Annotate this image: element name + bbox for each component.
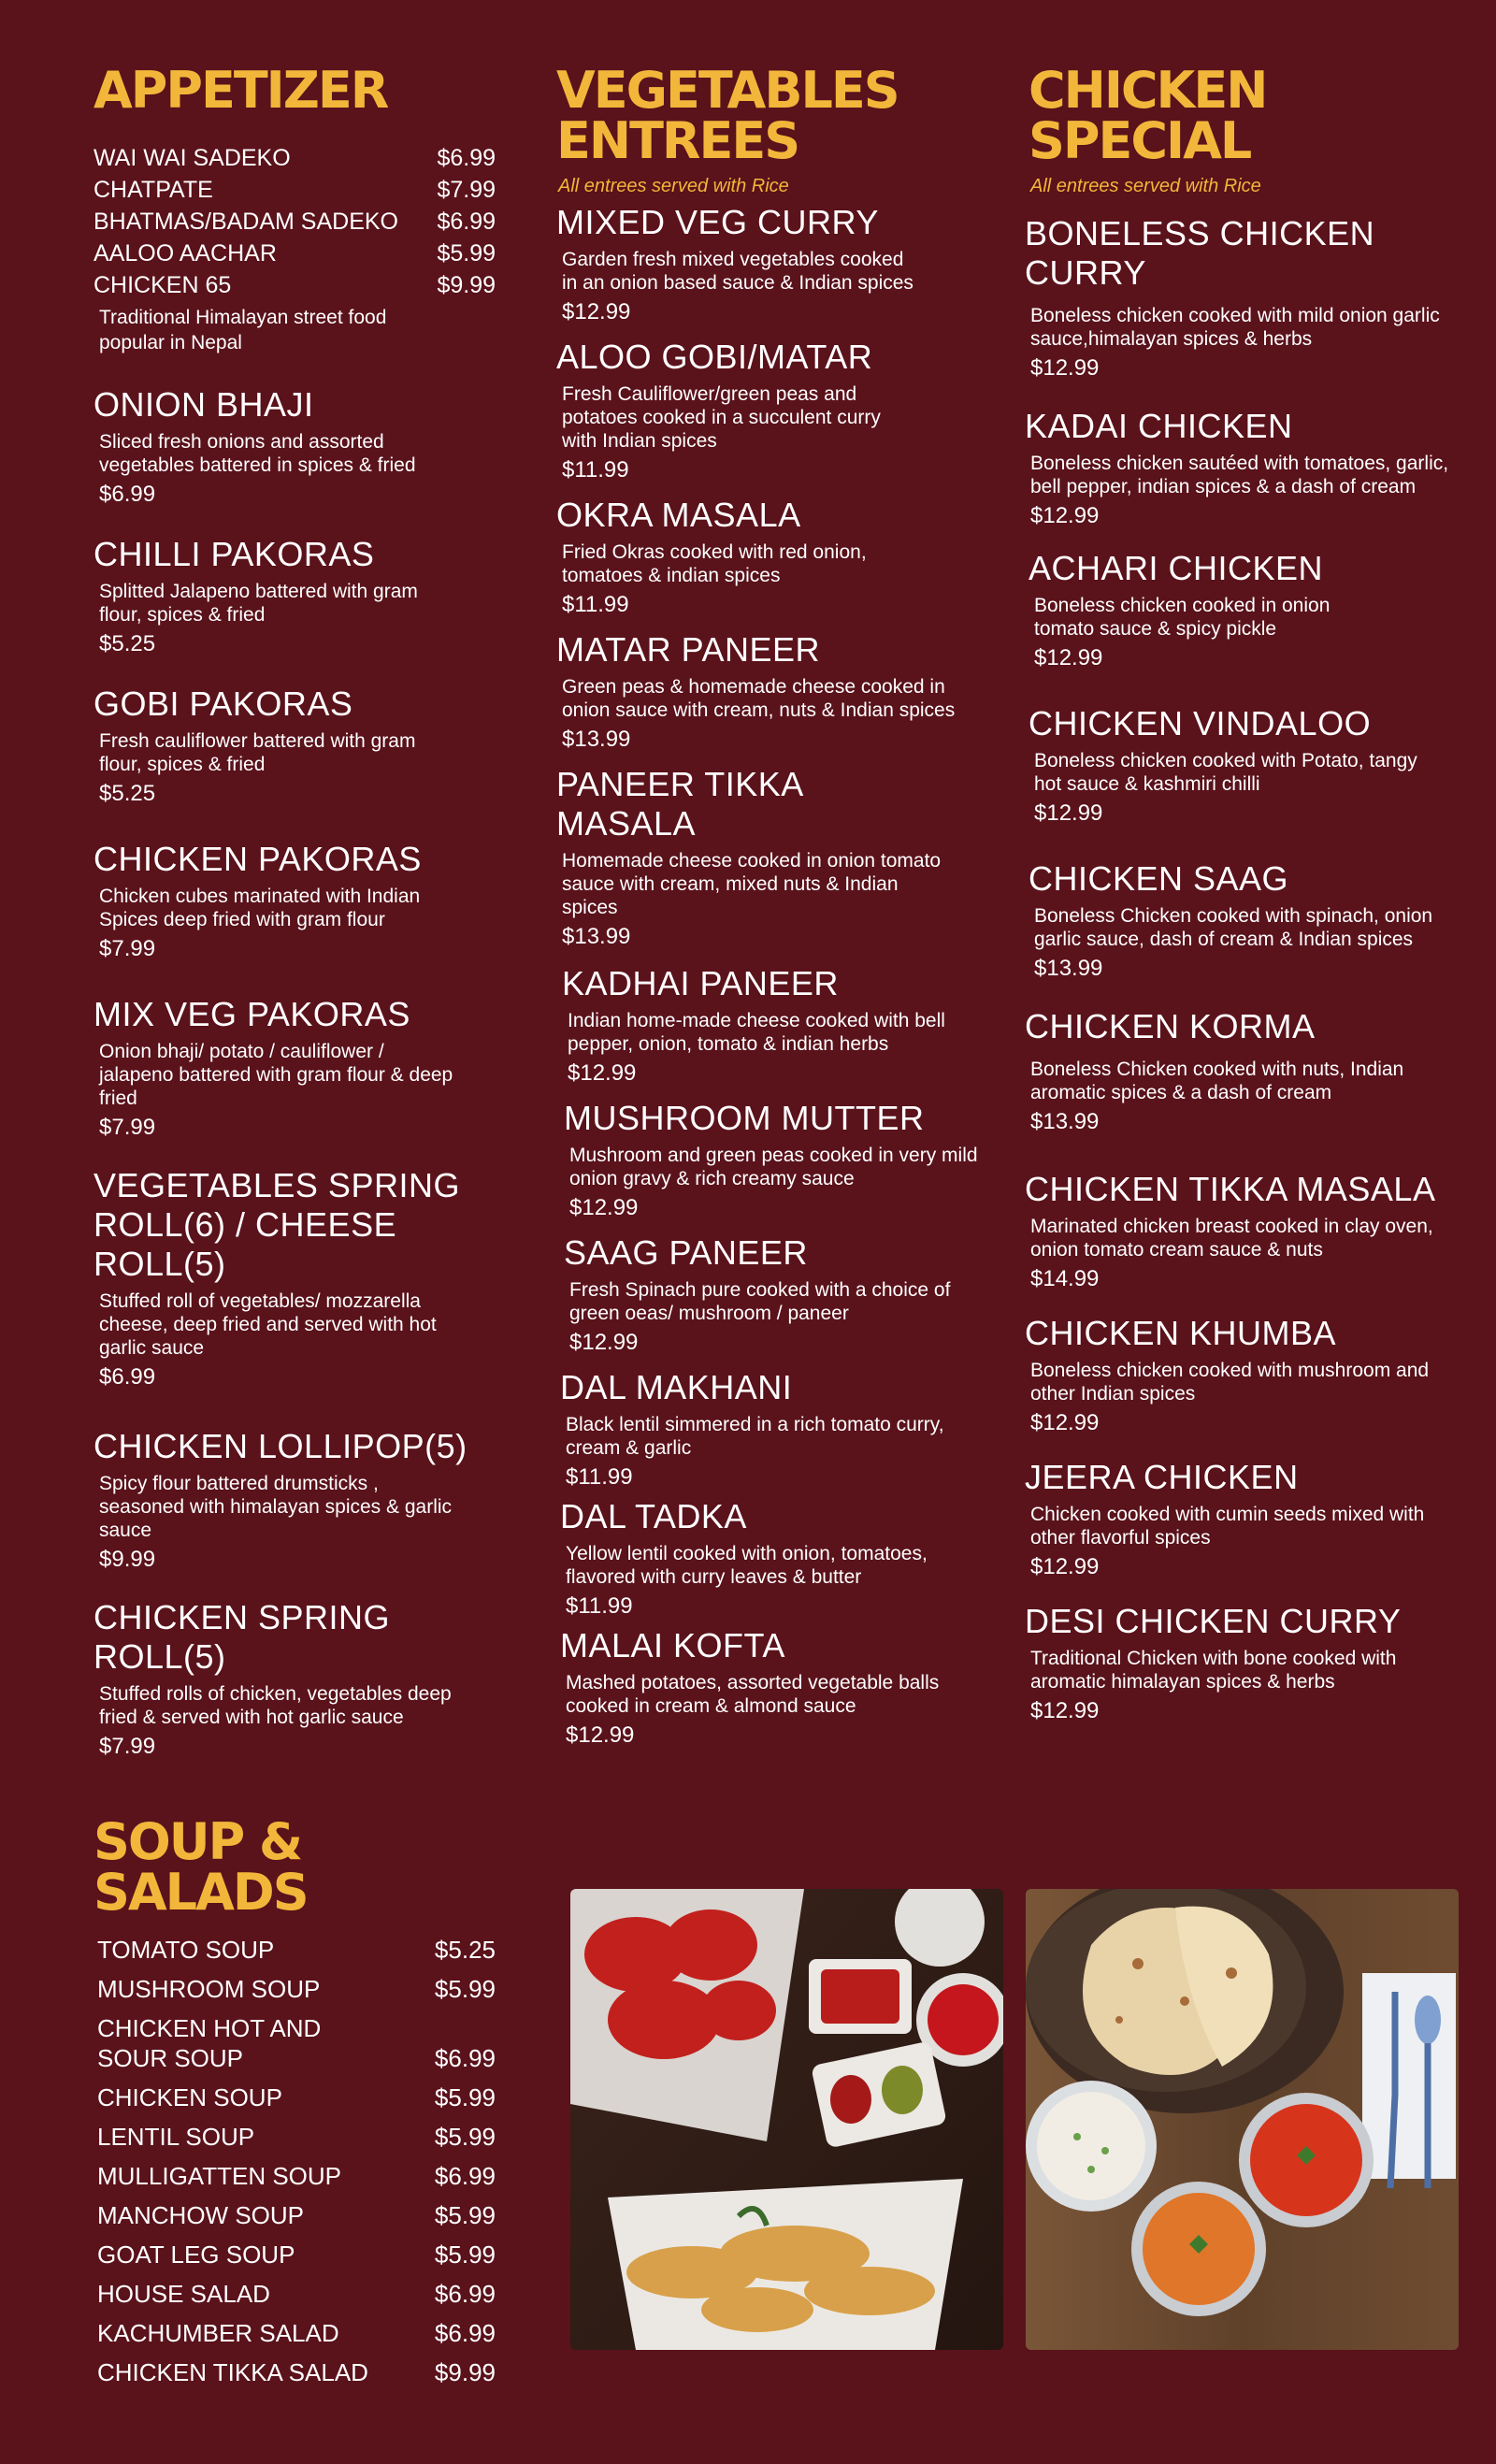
appetizer-list-note: Traditional Himalayan street food popular in Nepal: [99, 307, 387, 353]
menu-item: KADHAI PANEER Indian home-made cheese cooked with bell pepper, onion, tomato & indian herbs $12.99: [562, 964, 945, 1086]
menu-item: SAAG PANEER Fresh Spinach pure cooked with a choice of green oeas/ mushroom / paneer $12.99: [564, 1233, 951, 1355]
menu-item: CHICKEN SAAG Boneless Chicken cooked with spinach, onion garlic sauce, dash of cream & Indian spices $13.99: [1028, 859, 1433, 981]
list-item: AALOO AACHAR $5.99: [94, 240, 496, 267]
list-item: CHATPATE $7.99: [94, 177, 496, 203]
list-item: KACHUMBER SALAD $6.99: [97, 2319, 496, 2347]
menu-item: CHICKEN TIKKA MASALA Marinated chicken breast cooked in clay oven, onion tomato cream sauce & nuts $14.99: [1025, 1170, 1436, 1291]
menu-item: CHICKEN LOLLIPOP(5) Spicy flour battered drumsticks , seasoned with himalayan spices & garlic sauce $9.99: [94, 1427, 468, 1572]
list-item: HOUSE SALAD $6.99: [97, 2280, 496, 2308]
food-photo-appetizers: [570, 1889, 1003, 2350]
menu-item: ACHARI CHICKEN Boneless chicken cooked in onion tomato sauce & spicy pickle $12.99: [1028, 549, 1331, 670]
curry-naan-illustration: [1026, 1889, 1459, 2350]
menu-item: MUSHROOM MUTTER Mushroom and green peas cooked in very mild onion gravy & rich creamy sauce $12.99: [564, 1099, 978, 1220]
appetizer-platter-illustration: [570, 1889, 1003, 2350]
chicken-column: [1025, 61, 1474, 1725]
chicken-title: CHICKEN SPECIAL: [1028, 61, 1267, 170]
menu-item: DAL TADKA Yellow lentil cooked with onion, tomatoes, flavored with curry leaves & butter $11.99: [560, 1497, 928, 1619]
menu-item: CHICKEN KHUMBA Boneless chicken cooked with mushroom and other Indian spices $12.99: [1025, 1314, 1430, 1435]
vegetables-subtitle: All entrees served with Rice: [558, 176, 789, 196]
menu-item: ONION BHAJI Sliced fresh onions and assorted vegetables battered in spices & fried $6.99: [94, 385, 416, 507]
menu-item: MIXED VEG CURRY Garden fresh mixed vegetables cooked in an onion based sauce & Indian spices $12.99: [556, 203, 913, 324]
menu-item: CHICKEN VINDALOO Boneless chicken cooked with Potato, tangy hot sauce & kashmiri chilli $12.99: [1028, 704, 1417, 826]
menu-item: BONELESS CHICKEN CURRY Boneless chicken cooked with mild onion garlic sauce,himalayan spices & herbs $12.99: [1025, 214, 1440, 381]
list-item: BHATMAS/BADAM SADEKO $6.99: [94, 209, 496, 235]
soups-price-list: [94, 1935, 496, 2387]
appetizer-column: [94, 61, 496, 1761]
list-item: MUSHROOM SOUP $5.99: [97, 1975, 496, 2003]
menu-item: KADAI CHICKEN Boneless chicken sautéed with tomatoes, garlic, bell pepper, indian spices & a dash of cream $12.99: [1025, 407, 1449, 528]
list-item: LENTIL SOUP $5.99: [97, 2123, 496, 2151]
list-item: MULLIGATTEN SOUP $6.99: [97, 2162, 496, 2190]
appetizer-price-list: [94, 142, 496, 301]
list-item: GOAT LEG SOUP $5.99: [97, 2241, 496, 2269]
list-item: WAI WAI SADEKO $6.99: [94, 145, 496, 171]
menu-item: MATAR PANEER Green peas & homemade cheese cooked in onion sauce with cream, nuts & Indian spices $13.99: [556, 630, 956, 752]
menu-item: MIX VEG PAKORAS Onion bhaji/ potato / cauliflower / jalapeno battered with gram flour & deep fried $7.99: [94, 995, 453, 1140]
menu-item: ALOO GOBI/MATAR Fresh Cauliflower/green peas and potatoes cooked in a succulent curry with Indian spices $11.99: [556, 338, 881, 483]
list-item: CHICKEN SOUP $5.99: [97, 2083, 496, 2111]
menu-item: CHICKEN PAKORAS Chicken cubes marinated with Indian Spices deep fried with gram flour $7.99: [94, 840, 422, 961]
food-photo-curries: [1026, 1889, 1459, 2350]
menu-item: DESI CHICKEN CURRY Traditional Chicken with bone cooked with aromatic himalayan spices & herbs $12.99: [1025, 1602, 1402, 1723]
chicken-subtitle: All entrees served with Rice: [1030, 176, 1261, 196]
menu-item: DAL MAKHANI Black lentil simmered in a rich tomato curry, cream & garlic $11.99: [560, 1368, 944, 1490]
vegetables-title: VEGETABLES ENTREES: [556, 61, 899, 170]
list-item: TOMATO SOUP $5.25: [97, 1936, 496, 1964]
menu-item: JEERA CHICKEN Chicken cooked with cumin seeds mixed with other flavorful spices $12.99: [1025, 1458, 1425, 1579]
list-item: CHICKEN HOT AND SOUR SOUP $6.99: [97, 2014, 496, 2072]
menu-item: CHILLI PAKORAS Splitted Jalapeno battered with gram flour, spices & fried $5.25: [94, 535, 418, 656]
soups-section: [94, 1812, 496, 2397]
menu-item: PANEER TIKKA MASALA Homemade cheese cooked in onion tomato sauce with cream, mixed nuts & Indian spices $13.99: [556, 765, 942, 949]
soups-title: SOUP & SALADS: [94, 1812, 308, 1922]
vegetables-column: [556, 61, 996, 1750]
menu-item: CHICKEN KORMA Boneless Chicken cooked with nuts, Indian aromatic spices & a dash of cream $13.99: [1025, 1007, 1404, 1134]
menu-item: GOBI PAKORAS Fresh cauliflower battered with gram flour, spices & fried $5.25: [94, 684, 416, 806]
list-item: CHICKEN 65 $9.99: [94, 272, 496, 298]
menu-item: CHICKEN SPRING ROLL(5) Stuffed rolls of chicken, vegetables deep fried & served with hot garlic sauce $7.99: [94, 1598, 452, 1759]
appetizer-title: APPETIZER: [94, 61, 388, 120]
list-item: CHICKEN TIKKA SALAD $9.99: [97, 2358, 496, 2386]
menu-item: OKRA MASALA Fried Okras cooked with red onion, tomatoes & indian spices $11.99: [556, 496, 867, 617]
list-item: MANCHOW SOUP $5.99: [97, 2201, 496, 2229]
menu-item: VEGETABLES SPRING ROLL(6) / CHEESE ROLL(5) Stuffed roll of vegetables/ mozzarella cheese, deep fried and served with hot garlic sauce $6.99: [94, 1166, 460, 1390]
menu-item: MALAI KOFTA Mashed potatoes, assorted vegetable balls cooked in cream & almond sauce $12.99: [560, 1626, 940, 1748]
